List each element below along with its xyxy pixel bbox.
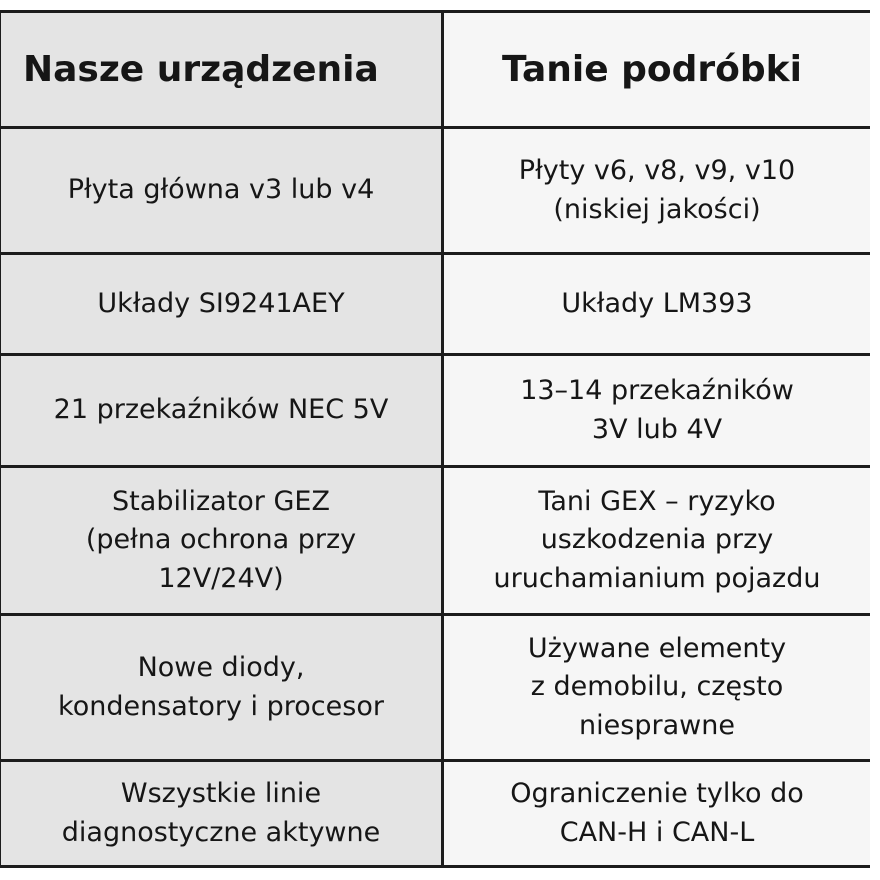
cell-fakes: 13–14 przekaźników 3V lub 4V <box>444 356 870 468</box>
cell-fakes: Ograniczenie tylko do CAN-H i CAN-L <box>444 762 870 865</box>
cell-ours: Nowe diody, kondensatory i procesor <box>1 616 444 762</box>
cell-fakes: Używane elementy z demobilu, często niesprawne <box>444 616 870 762</box>
cell-ours: Układy SI9241AEY <box>1 255 444 356</box>
cell-fakes: Tani GEX – ryzyko uszkodzenia przy uruchamianium pojazdu <box>444 468 870 616</box>
header-fakes: Tanie podróbki <box>444 13 870 129</box>
cell-ours: Płyta główna v3 lub v4 <box>1 129 444 255</box>
cell-ours: Wszystkie linie diagnostyczne aktywne <box>1 762 444 865</box>
cell-fakes: Układy LM393 <box>444 255 870 356</box>
cell-ours: 21 przekaźników NEC 5V <box>1 356 444 468</box>
header-ours: Nasze urządzenia <box>1 13 444 129</box>
cell-fakes: Płyty v6, v8, v9, v10 (niskiej jakości) <box>444 129 870 255</box>
cell-ours: Stabilizator GEZ (pełna ochrona przy 12V/24V) <box>1 468 444 616</box>
comparison-table <box>0 10 870 868</box>
